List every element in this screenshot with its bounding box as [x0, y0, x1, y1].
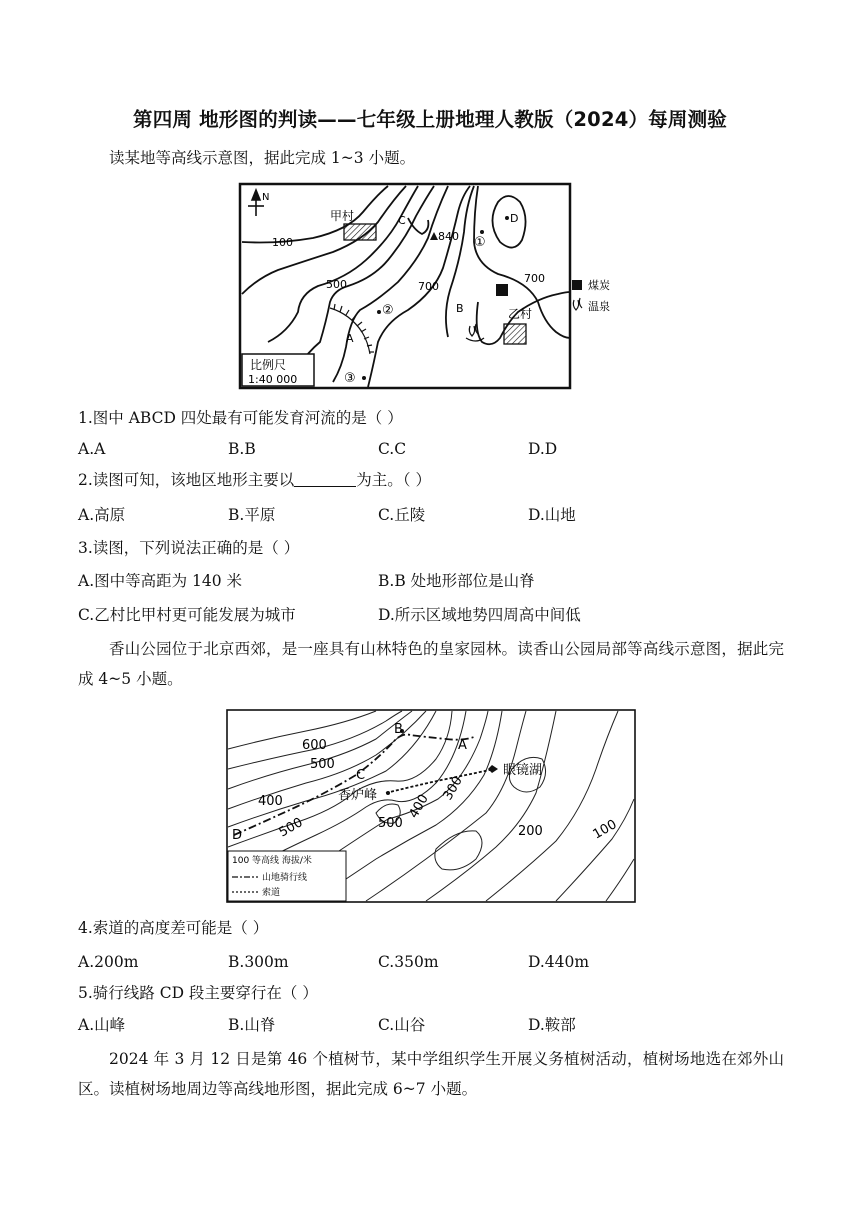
village-yi-label: 乙村	[508, 307, 533, 321]
map2-label-b: B	[394, 722, 403, 737]
map2-label-d: D	[232, 828, 243, 843]
village-jia-icon	[344, 224, 376, 240]
intro-paragraph-1: 读某地等高线示意图，据此完成 1~3 小题。	[109, 149, 416, 167]
q2-stem-part-2: 为主。（ ）	[356, 471, 431, 489]
legend-spring-label: 温泉	[588, 300, 610, 313]
legend-spring-icon	[573, 298, 582, 310]
map2-label-a: A	[458, 738, 467, 753]
village-yi-icon	[504, 324, 526, 344]
legend-coal-label: 煤炭	[588, 279, 610, 292]
point-2-label: ②	[382, 303, 394, 318]
q5-option-b[interactable]: B.山脊	[228, 1016, 276, 1034]
contour-100-label: 100	[272, 236, 293, 249]
q4-option-a[interactable]: A.200m	[78, 953, 139, 971]
map2-contour-100: 100	[590, 817, 620, 843]
map2-contour-400-b: 400	[406, 791, 432, 821]
q1-option-a[interactable]: A.A	[78, 440, 106, 458]
question-3-stem: 3.读图，下列说法正确的是（ ）	[78, 539, 300, 557]
q5-option-c[interactable]: C.山谷	[378, 1016, 426, 1034]
q5-option-d[interactable]: D.鞍部	[528, 1016, 576, 1034]
point-c-label: C	[398, 214, 406, 227]
intro-paragraph-2: 香山公园位于北京西郊，是一座具有山林特色的皇家园林。读香山公园局部等高线示意图，据此完成 4~5 小题。	[78, 640, 784, 688]
question-5-stem: 5.骑行线路 CD 段主要穿行在（ ）	[78, 984, 318, 1002]
contour-700-label-b: 700	[524, 272, 545, 285]
map2-contour-500-b: 500	[276, 815, 306, 841]
question-2-stem	[78, 469, 431, 491]
legend-coal-icon	[572, 280, 582, 290]
map2-peak-label: 香炉峰	[338, 788, 378, 803]
q3-option-d[interactable]: D.所示区域地势四周高中间低	[378, 606, 581, 624]
map2-contour-200: 200	[518, 824, 543, 839]
page-title: 第四周 地形图的判读——七年级上册地理人教版（2024）每周测验	[133, 108, 727, 131]
map2-contour-400-a: 400	[258, 794, 283, 809]
q5-option-a[interactable]: A.山峰	[78, 1016, 126, 1034]
scale-title: 比例尺	[250, 358, 287, 372]
map2-legend-cable: 索道	[262, 888, 281, 898]
q2-option-d[interactable]: D.山地	[528, 506, 576, 524]
intro-paragraph-3: 2024 年 3 月 12 日是第 46 个植树节，某中学组织学生开展义务植树活动，植树场地选在郊外山区。读植树场地周边等高线地形图，据此完成 6~7 小题。	[78, 1050, 784, 1098]
q4-option-c[interactable]: C.350m	[378, 953, 439, 971]
q1-option-c[interactable]: C.C	[378, 440, 407, 458]
point-3-label: ③	[344, 371, 356, 386]
map2-contour-500-c: 500	[378, 816, 403, 831]
q2-blank	[294, 472, 356, 487]
contour-map-2	[226, 709, 636, 903]
map2-label-c: C	[356, 768, 366, 783]
north-label: N	[262, 192, 270, 203]
village-jia-label: 甲村	[330, 209, 355, 223]
contour-500-label: 500	[326, 278, 347, 291]
q2-option-a[interactable]: A.高原	[78, 506, 126, 524]
point-a-label: A	[346, 332, 354, 345]
q1-option-b[interactable]: B.B	[228, 440, 256, 458]
map2-contour-300: 300	[440, 773, 466, 803]
q1-option-d[interactable]: D.D	[528, 440, 558, 458]
coal-icon	[496, 284, 508, 296]
map2-legend-ride: 山地骑行线	[262, 873, 308, 883]
q4-option-b[interactable]: B.300m	[228, 953, 289, 971]
question-4-stem: 4.索道的高度差可能是（ ）	[78, 919, 269, 937]
map2-contour-600: 600	[302, 738, 327, 753]
peak-label: 840	[438, 230, 459, 243]
q3-option-c[interactable]: C.乙村比甲村更可能发展为城市	[78, 606, 296, 624]
q2-option-c[interactable]: C.丘陵	[378, 506, 426, 524]
contour-700-label-a: 700	[418, 280, 439, 293]
map2-lake-label: 眼镜湖	[503, 763, 543, 778]
question-1-stem: 1.图中 ABCD 四处最有可能发育河流的是（ ）	[78, 409, 403, 427]
scale-value: 1:40 000	[248, 373, 298, 386]
map2-contour-500-a: 500	[310, 757, 335, 772]
q3-option-a[interactable]: A.图中等高距为 140 米	[78, 572, 243, 590]
q4-option-d[interactable]: D.440m	[528, 953, 590, 971]
point-d-label: D	[510, 212, 519, 225]
contour-map-1	[238, 182, 628, 392]
map2-legend-contour: 100 等高线 海拔/米	[232, 856, 312, 866]
q3-option-b[interactable]: B.B 处地形部位是山脊	[378, 572, 535, 590]
q2-option-b[interactable]: B.平原	[228, 506, 276, 524]
point-1-label: ①	[474, 235, 486, 250]
point-b-label: B	[456, 302, 464, 315]
q2-stem-part-1: 2.读图可知，该地区地形主要以	[78, 471, 295, 489]
